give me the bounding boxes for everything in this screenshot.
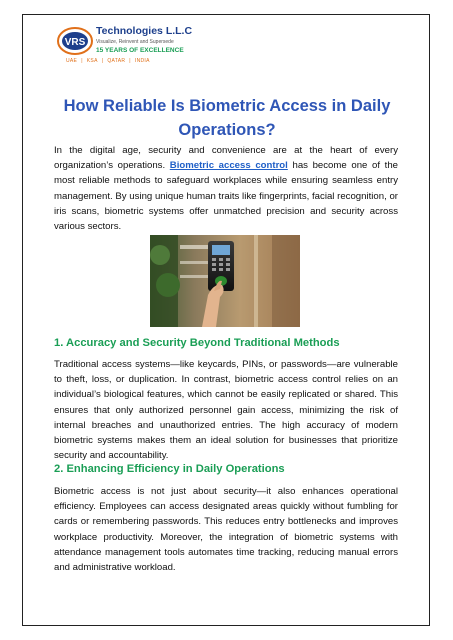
- biometric-scanner-image: [150, 235, 300, 327]
- logo-mark-icon: [56, 26, 94, 56]
- section-1-body: Traditional access systems—like keycards, PINs, or passwords—are vulnerable to theft, loss, or duplication. In contrast, biometric access control relies on an individual’s biological features, which cannot be easily replicated or shared. This ensures that only authorized personnel gain access, minimizing the risk of internal breaches and unauthorized entries. The high accuracy of modern biometric systems makes them an ideal solution for businesses that prioritize security and accountability.: [54, 359, 398, 462]
- logo-company-name: Technologies L.L.C: [96, 25, 193, 37]
- country-ksa: KSA: [86, 58, 98, 64]
- logo-years-badge: 15 YEARS OF EXCELLENCE: [96, 47, 184, 54]
- logo-countries: UAE | KSA | QATAR | INDIA: [66, 58, 150, 64]
- intro-paragraph: [54, 143, 398, 234]
- company-logo: [56, 22, 216, 64]
- section-2-body: Biometric access is not just about security—it also enhances operational efficiency. Employees can access designated areas quickly without fumbling for cards or remembering passwords. This reduces entry bottlenecks and improves workplace productivity. Moreover, the integration of biometric systems with attendance management tools automates time tracking, reducing manual errors and administrative workload.: [54, 486, 398, 574]
- biometric-access-control-link[interactable]: Biometric access control: [169, 160, 288, 172]
- section-2-heading: 2. Enhancing Efficiency in Daily Operations: [54, 463, 285, 475]
- biometric-scanner-photo: [150, 235, 300, 327]
- country-uae: UAE: [66, 58, 78, 64]
- article-title: How Reliable Is Biometric Access in Daily Operations?: [63, 97, 391, 139]
- intro-text-start: In the digital age, security and convenience are at the heart of every organization’s operations.: [54, 145, 398, 172]
- section-1-heading: 1. Accuracy and Security Beyond Traditional Methods: [54, 337, 340, 349]
- intro-text-end: has become one of the most reliable methods to safeguard workplaces while ensuring seamless entry management. By using unique human traits like fingerprints, facial recognition, or iris scans, biometric systems offer unmatched precision and security across various sectors.: [54, 160, 398, 233]
- country-india: INDIA: [134, 58, 150, 64]
- logo-tagline: Visualize, Reinvent and Supersede: [96, 39, 174, 45]
- country-qatar: QATAR: [107, 58, 126, 64]
- logo-mark-text: VRS: [64, 37, 86, 48]
